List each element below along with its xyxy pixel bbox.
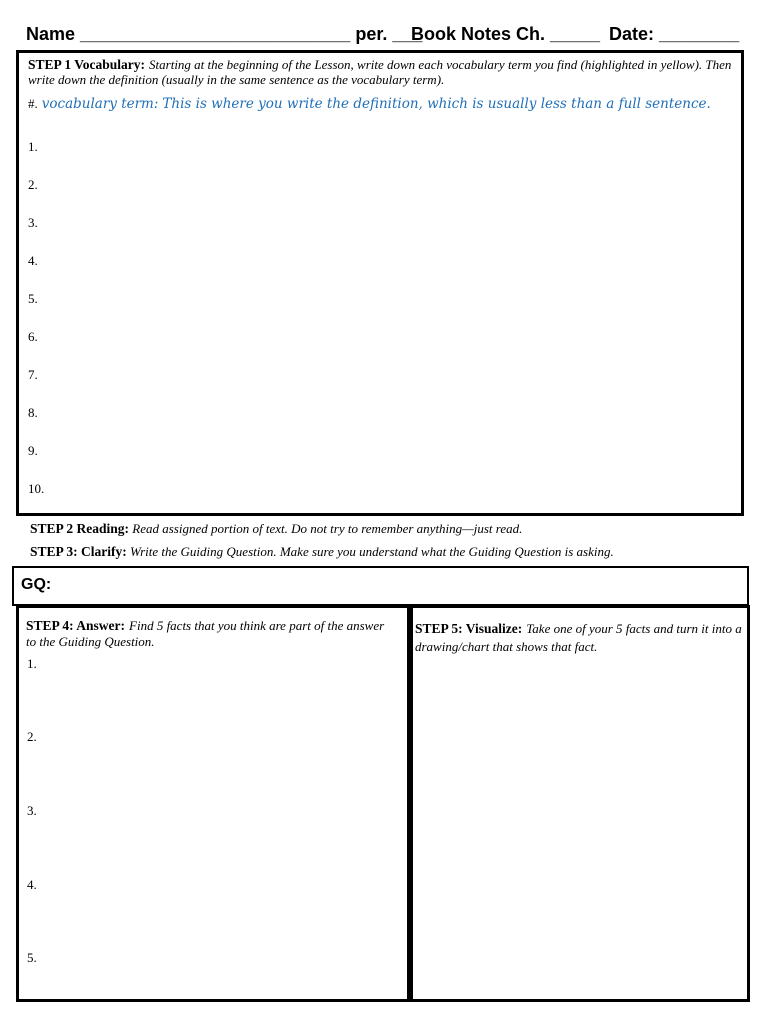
page-header <box>26 24 746 52</box>
fact-number: 5. <box>27 950 37 965</box>
vocab-line-number: 3. <box>28 215 38 230</box>
vocab-line-number: 4. <box>28 253 38 268</box>
example-definition: This is where you write the definition, which is usually less than a full sentence. <box>162 96 711 112</box>
vocab-line-number: 10. <box>28 481 45 496</box>
vocabulary-example <box>28 95 734 113</box>
step1-heading <box>28 57 734 87</box>
step5-description: Take one of your 5 facts and turn it into a drawing/chart that shows that fact. <box>415 621 742 654</box>
step1-description: Starting at the beginning of the Lesson, write down each vocabulary term you find (highlighted in yellow). Then write down the definition (usually in the same sentence as the vocabulary term). <box>28 57 732 87</box>
fact-number: 1. <box>27 656 37 671</box>
step1-title: STEP 1 Vocabulary: <box>28 57 146 72</box>
gq-label: GQ: <box>21 576 52 593</box>
step4-title: STEP 4: Answer: <box>26 618 126 633</box>
step4-description: Find 5 facts that you think are part of the answer to the Guiding Question. <box>26 618 385 649</box>
vocab-line-number: 2. <box>28 177 38 192</box>
step3-description: Write the Guiding Question. Make sure you understand what the Guiding Question is asking. <box>130 544 614 559</box>
guiding-question-box[interactable] <box>12 566 749 606</box>
vocab-line-number: 9. <box>28 443 38 458</box>
step3-title: STEP 3: Clarify: <box>30 544 127 559</box>
step2-description: Read assigned portion of text. Do not try to remember anything—just read. <box>132 521 523 536</box>
fact-number: 3. <box>27 803 37 818</box>
vocab-line-number: 5. <box>28 291 38 306</box>
vocab-line-number: 8. <box>28 405 38 420</box>
answer-box <box>16 605 410 1002</box>
step3-line <box>30 544 614 560</box>
step5-title: STEP 5: Visualize: <box>415 621 523 636</box>
step5-heading <box>415 620 743 656</box>
fact-number: 2. <box>27 729 37 744</box>
fact-number: 4. <box>27 877 37 892</box>
example-hash: #. <box>28 96 38 111</box>
vocab-line-number: 1. <box>28 139 38 154</box>
visualize-box <box>410 605 750 1002</box>
step2-title: STEP 2 Reading: <box>30 521 130 536</box>
vocabulary-box <box>16 50 744 516</box>
step2-line <box>30 521 522 537</box>
date-field[interactable]: Date: ________ <box>609 24 740 44</box>
step4-heading <box>26 618 391 650</box>
example-term: vocabulary term: <box>41 96 159 112</box>
book-notes-chapter-field[interactable]: Book Notes Ch. _____ <box>411 24 601 44</box>
vocab-line-number: 6. <box>28 329 38 344</box>
vocab-line-number: 7. <box>28 367 38 382</box>
name-period-field[interactable]: Name ___________________________ per. ___ <box>26 24 423 44</box>
